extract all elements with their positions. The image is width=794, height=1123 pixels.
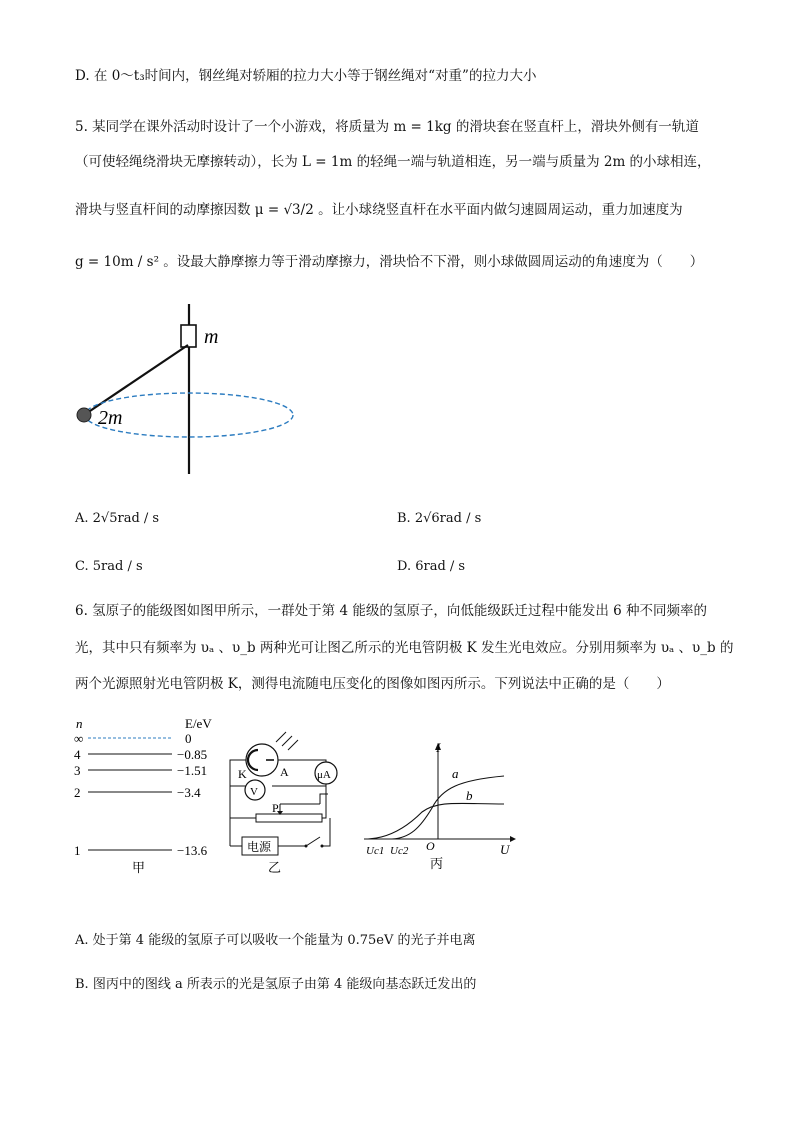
light-string — [84, 345, 188, 415]
q6-option-a: A. 处于第 4 能级的氢原子可以吸收一个能量为 0.75eV 的光子并电离 — [75, 933, 476, 948]
level-1-n: 1 — [74, 843, 81, 858]
q5-stem-line3: 滑块与竖直杆间的动摩擦因数 μ = √3/2 。让小球绕竖直杆在水平面内做匀速圆周运动，重力加速度为 — [75, 202, 683, 218]
q5-stem-line2: （可使轻绳绕滑块无摩擦转动），长为 L = 1m 的轻绳一端与轨道相连，另一端与质量为 2m 的小球相连， — [75, 154, 711, 170]
energy-level-diagram — [70, 712, 220, 877]
q6-stem-line1: 6. 氢原子的能级图如图甲所示，一群处于第 4 能级的氢原子，向低能级跃迁过程中能发出 6 种不同频率的 — [75, 603, 708, 619]
label-2m: 2m — [98, 407, 123, 429]
u-axis-arrow — [510, 836, 516, 842]
photoelectric-circuit — [224, 728, 354, 878]
level-3-n: 3 — [74, 763, 81, 778]
power-supply-label: 电源 — [247, 840, 272, 854]
level-2-n: 2 — [74, 785, 81, 800]
circuit-wire — [322, 818, 330, 846]
caption-yi: 乙 — [268, 860, 282, 875]
caption-bing: 丙 — [430, 856, 444, 871]
microammeter-label: μA — [317, 769, 331, 781]
level-2-e: −3.4 — [177, 785, 201, 800]
light-ray-icon — [276, 732, 286, 742]
caption-jia: 甲 — [132, 860, 146, 875]
origin-label: O — [426, 839, 435, 853]
q5-figure — [70, 298, 310, 478]
label-a: A — [280, 765, 289, 779]
q5-stem-line1: 5. 某同学在课外活动时设计了一个小游戏，将质量为 m = 1kg 的滑块套在竖直杆上，滑块外侧有一轨道 — [75, 119, 699, 135]
curve-a — [392, 776, 504, 839]
current-voltage-graph — [360, 738, 520, 878]
light-ray-icon — [288, 740, 298, 750]
level-inf-n: ∞ — [74, 731, 84, 746]
circuit-wire — [320, 794, 328, 804]
curve-b — [368, 803, 504, 839]
switch-blade — [306, 837, 320, 846]
level-4-e: −0.85 — [177, 747, 208, 762]
small-ball — [77, 408, 91, 422]
energy-header: E/eV — [185, 716, 212, 731]
slider-p-label: P — [272, 801, 279, 815]
u-axis-label: U — [500, 842, 510, 857]
level-1-e: −13.6 — [177, 843, 208, 858]
q6-stem-line2: 光，其中只有频率为 υₐ 、υ_b 两种光可让图乙所示的光电管阴极 K 发生光电效应。分别用频率为 υₐ 、υ_b 的 — [75, 640, 734, 656]
light-ray-icon — [282, 736, 292, 746]
uc1-label: Uc1 — [366, 845, 385, 857]
circuit-wire — [322, 786, 326, 818]
q6-option-b: B. 图丙中的图线 a 所表示的光是氢原子由第 4 能级向基态跃迁发出的 — [75, 977, 477, 992]
slider-block — [181, 325, 196, 347]
q5-option-b: B. 2√6rad / s — [397, 511, 482, 526]
voltmeter-label: V — [250, 786, 258, 798]
q5-option-d: D. 6rad / s — [397, 559, 466, 574]
label-m: m — [204, 326, 219, 348]
q5-option-a: A. 2√5rad / s — [75, 511, 160, 526]
switch-contact — [305, 845, 308, 848]
i-axis-label: I — [436, 740, 441, 755]
label-k: K — [238, 767, 247, 781]
circuit-wire — [272, 782, 326, 786]
curve-b-label: b — [466, 788, 473, 803]
question4-option-d: D. 在 0～t₃时间内，钢丝绳对轿厢的拉力大小等于钢丝绳对“对重”的拉力大小 — [75, 68, 537, 84]
rheostat — [256, 814, 322, 822]
q5-option-c: C. 5rad / s — [75, 559, 143, 574]
q6-stem-line3: 两个光源照射光电管阴极 K，测得电流随电压变化的图像如图丙所示。下列说法中正确的是（ ） — [75, 676, 670, 692]
uc2-label: Uc2 — [390, 845, 409, 857]
curve-a-label: a — [452, 766, 459, 781]
q5-stem-line4: g = 10m / s² 。设最大静摩擦力等于滑动摩擦力，滑块恰不下滑，则小球做圆周运动的角速度为（ ） — [75, 254, 704, 270]
level-inf-e: 0 — [185, 731, 192, 746]
n-header: n — [76, 716, 83, 731]
level-3-e: −1.51 — [177, 763, 208, 778]
level-4-n: 4 — [74, 747, 81, 762]
